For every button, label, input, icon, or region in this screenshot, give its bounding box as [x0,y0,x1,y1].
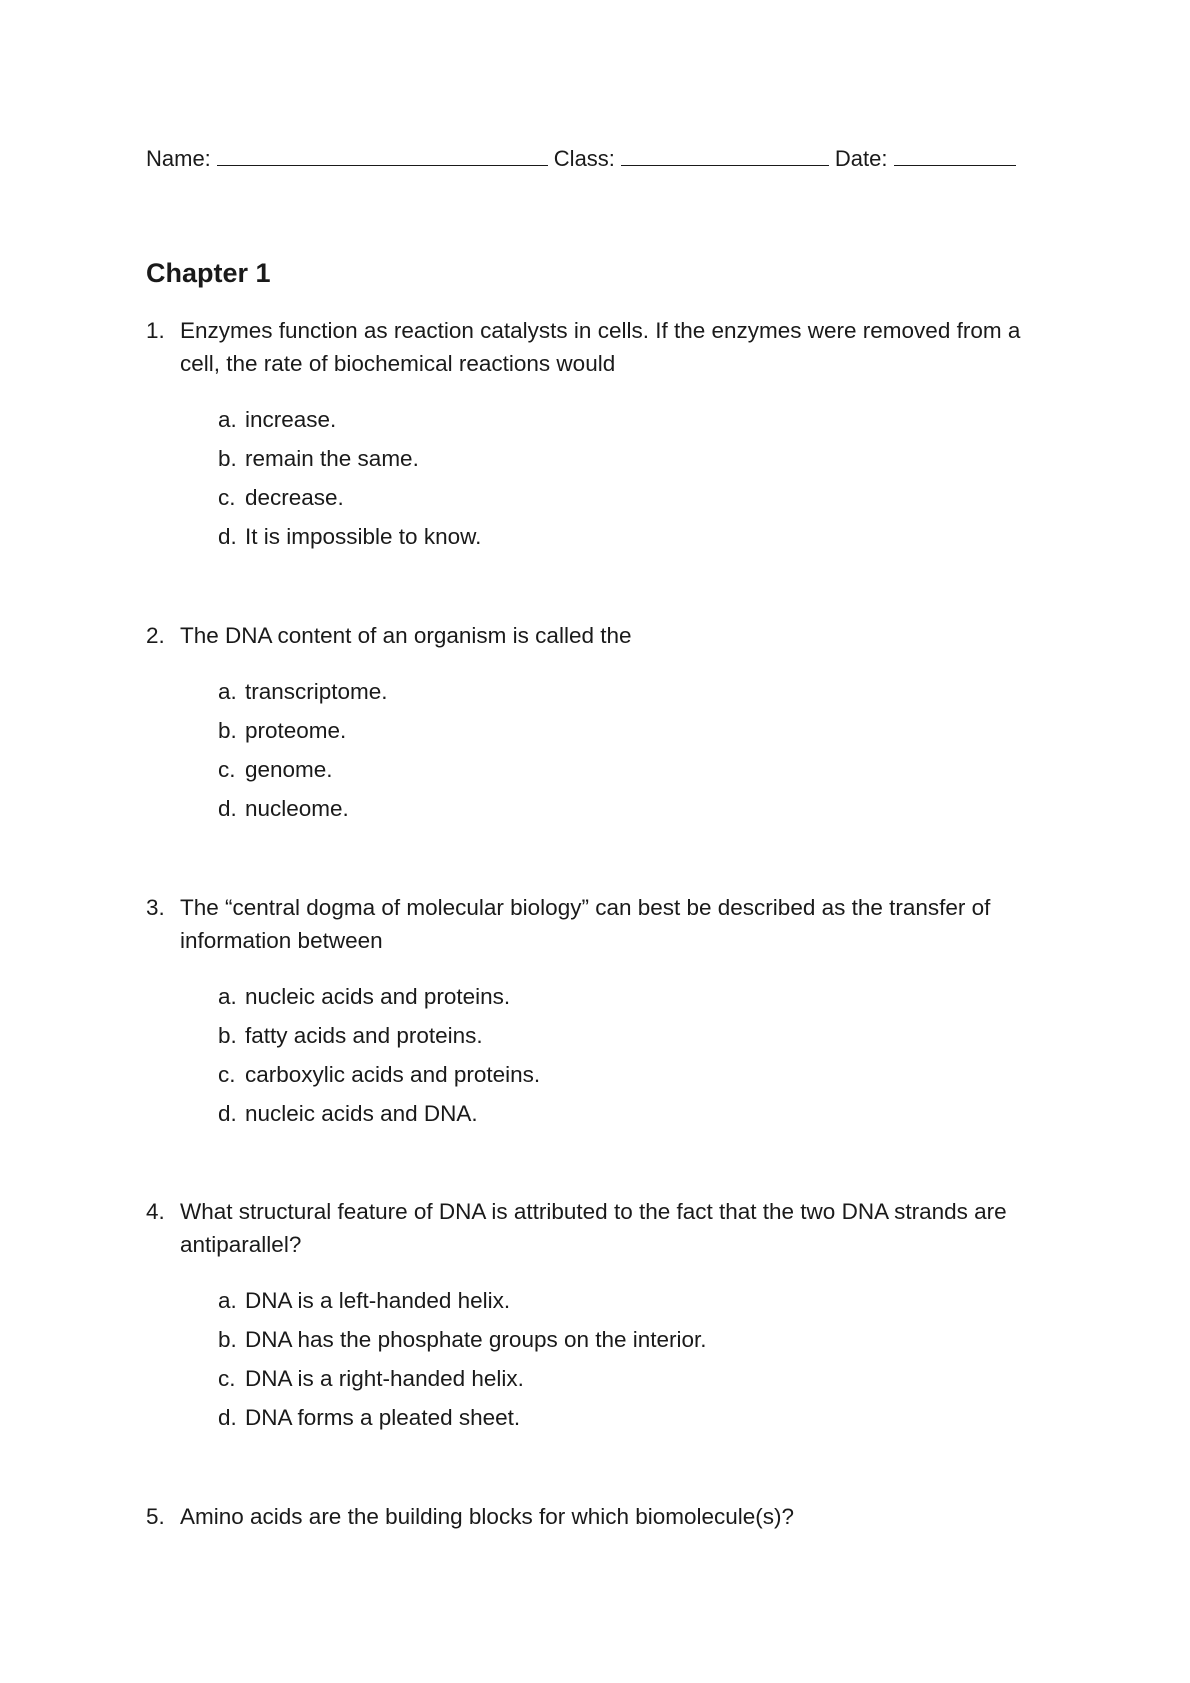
question-stem [146,1500,1066,1533]
question-text: The DNA content of an organism is called the [180,623,632,648]
question-stem [146,314,1066,380]
name-label: Name: [146,146,211,171]
answer-options [218,672,1066,828]
answer-options [218,977,1066,1133]
option-a[interactable]: a. transcriptome. [218,679,388,704]
option-b[interactable]: b. fatty acids and proteins. [218,1023,483,1048]
name-blank[interactable] [217,145,548,166]
option-d[interactable]: d. It is impossible to know. [218,524,482,549]
question-number: 4. [146,1199,165,1224]
question-text: Enzymes function as reaction catalysts in cells. If the enzymes were removed from a cell, the rate of biochemical reactions would [180,318,1021,376]
option-d[interactable]: d. nucleic acids and DNA. [218,1101,478,1126]
question-5 [146,1500,1066,1533]
question-number: 1. [146,318,165,343]
option-d[interactable]: d. DNA forms a pleated sheet. [218,1405,521,1430]
question-3 [146,891,1066,1133]
class-blank[interactable] [621,145,829,166]
option-a[interactable]: a. nucleic acids and proteins. [218,984,511,1009]
question-stem [146,619,1066,652]
option-b[interactable]: b. proteome. [218,718,347,743]
chapter-title: Chapter 1 [146,258,271,288]
option-a[interactable]: a. DNA is a left-handed helix. [218,1288,511,1313]
question-number: 3. [146,895,165,920]
option-c[interactable]: c. DNA is a right-handed helix. [218,1366,524,1391]
question-1 [146,314,1066,556]
option-c[interactable]: c. decrease. [218,485,344,510]
question-number: 5. [146,1504,165,1529]
date-label: Date: [834,146,888,171]
student-info-header [146,145,1016,173]
option-c[interactable]: c. carboxylic acids and proteins. [218,1062,541,1087]
question-text: The “central dogma of molecular biology” can best be described as the transfer of information between [180,895,991,953]
question-stem [146,1195,1066,1261]
date-blank[interactable] [894,145,1016,166]
answer-options [218,1281,1066,1437]
question-text: Amino acids are the building blocks for which biomolecule(s)? [180,1504,795,1529]
option-b[interactable]: b. remain the same. [218,446,419,471]
option-d[interactable]: d. nucleome. [218,796,349,821]
option-a[interactable]: a. increase. [218,407,337,432]
question-stem [146,891,1066,957]
question-number: 2. [146,623,165,648]
answer-options [218,400,1066,556]
option-b[interactable]: b. DNA has the phosphate groups on the interior. [218,1327,707,1352]
question-text: What structural feature of DNA is attributed to the fact that the two DNA strands are antiparallel? [180,1199,1007,1257]
question-2 [146,619,1066,828]
option-c[interactable]: c. genome. [218,757,333,782]
question-4 [146,1195,1066,1437]
class-label: Class: [553,146,615,171]
